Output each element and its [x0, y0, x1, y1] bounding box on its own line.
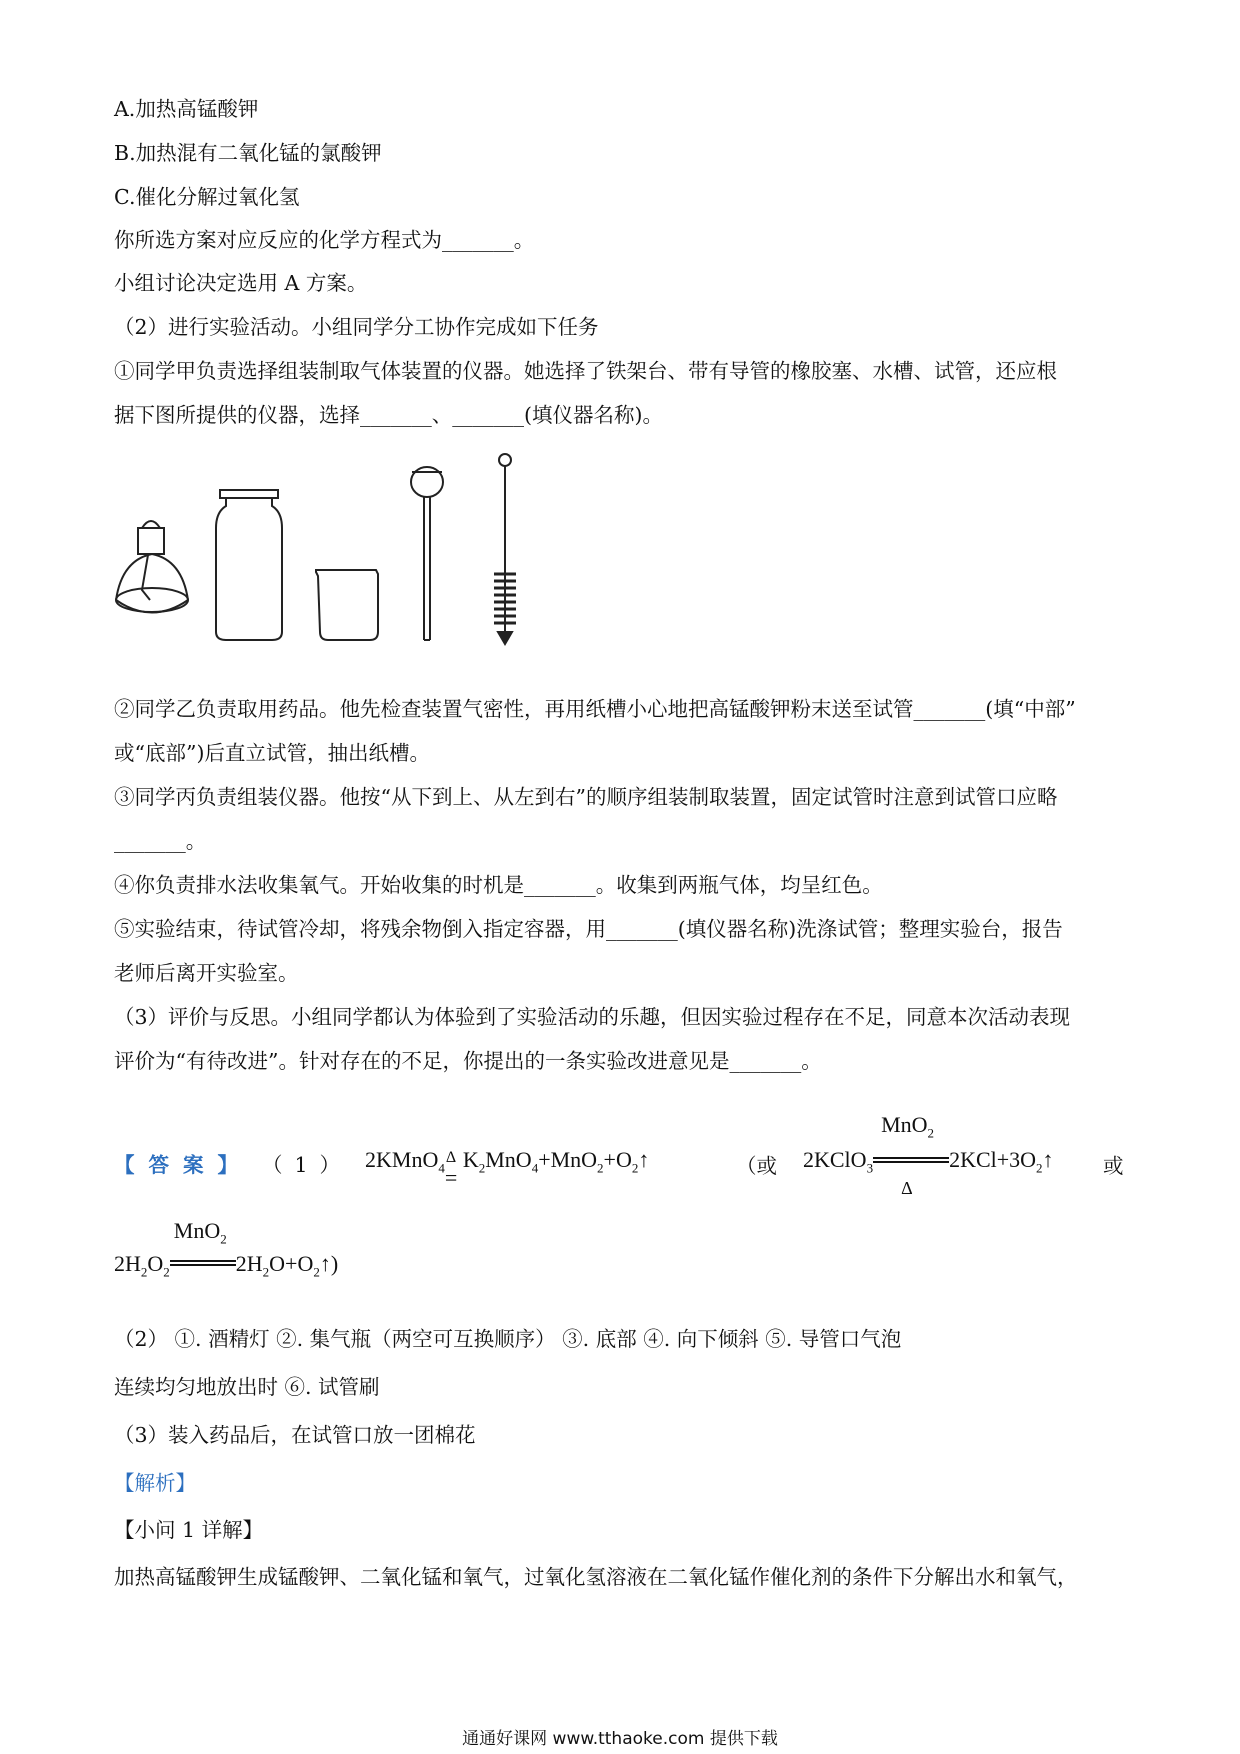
task5-line1: ⑤实验结束，待试管冷却，将残余物倒入指定容器，用_______(填仪器名称)洗涤试管；整理实验台，报告 [114, 917, 1063, 941]
question-equation: 你所选方案对应反应的化学方程式为_______。 [114, 228, 535, 252]
equation-h2o2: $2H_2O_2$ MnO$_2$ $2H_2O+O_2↑$) [114, 1217, 339, 1280]
answer-or1: （或 [736, 1154, 777, 1178]
part3-line2: 评价为“有待改进”。针对存在的不足，你提出的一条实验改进意见是_______。 [114, 1049, 822, 1073]
beaker-icon [316, 570, 378, 640]
task2-line1: ②同学乙负责取用药品。他先检查装置气密性，再用纸槽小心地把高锰酸钾粉末送至试管_______(填“中部” [114, 697, 1076, 721]
gas-collecting-bottle-icon [216, 490, 282, 640]
part3-line1: （3）评价与反思。小组同学都认为体验到了实验活动的乐趣，但因实验过程存在不足，同意本次活动表现 [114, 1005, 1071, 1029]
answer-part2-line1: （2） ①. 酒精灯 ②. 集气瓶（两空可互换顺序） ③. 底部 ④. 向下倾斜 ⑤. 导管口气泡 [114, 1327, 902, 1351]
part2-intro: （2）进行实验活动。小组同学分工协作完成如下任务 [114, 315, 599, 339]
answer-label: 【答案】 [114, 1153, 252, 1177]
task2-line2: 或“底部”)后直立试管，抽出纸槽。 [114, 741, 430, 765]
answer-part2-line2: 连续均匀地放出时 ⑥. 试管刷 [114, 1375, 380, 1399]
task4: ④你负责排水法收集氧气。开始收集的时机是_______。收集到两瓶气体，均呈红色。 [114, 873, 883, 897]
alcohol-lamp-icon [116, 521, 188, 613]
option-b: B.加热混有二氧化锰的氯酸钾 [114, 141, 382, 165]
task1-line2: 据下图所提供的仪器，选择_______、_______(填仪器名称)。 [114, 403, 663, 427]
task3-line1: ③同学丙负责组装仪器。他按“从下到上、从左到右”的顺序组装制取装置，固定试管时注意到试管口应略 [114, 785, 1058, 809]
answer-part3: （3）装入药品后，在试管口放一团棉花 [114, 1423, 476, 1447]
analysis-label: 【解析】 [114, 1471, 196, 1495]
task5-line2: 老师后离开实验室。 [114, 961, 299, 985]
apparatus-figure [112, 450, 592, 665]
option-a: A.加热高锰酸钾 [114, 97, 259, 121]
task3-line2: _______。 [114, 829, 207, 853]
analysis-sub-label: 【小问 1 详解】 [114, 1518, 264, 1542]
group-decision: 小组讨论决定选用 A 方案。 [114, 271, 368, 295]
equation-kmno4: 2KMnO$_4$ Δ = $K_2MnO_4+MnO_2+O_2↑$ [365, 1147, 650, 1190]
answer-part1-prefix: （1） [262, 1153, 353, 1177]
test-tube-brush-icon [494, 454, 516, 644]
equation-kclo3: 2KClO$_3$ MnO$_2$ Δ $2KCl+3O_2↑$ [803, 1111, 1054, 1198]
answer-close: ) [330, 1251, 339, 1276]
option-c: C.催化分解过氧化氢 [114, 185, 300, 209]
analysis-text: 加热高锰酸钾生成锰酸钾、二氧化锰和氧气，过氧化氢溶液在二氧化锰作催化剂的条件下分解出水和氧气， [114, 1565, 1078, 1589]
page-footer: 通通好课网 www.tthaoke.com 提供下载 [462, 1729, 778, 1749]
answer-or2: 或 [1103, 1154, 1124, 1178]
long-neck-funnel-icon [411, 467, 443, 640]
task1-line1: ①同学甲负责选择组装制取气体装置的仪器。她选择了铁架台、带有导管的橡胶塞、水槽、试管，还应根 [114, 359, 1057, 383]
